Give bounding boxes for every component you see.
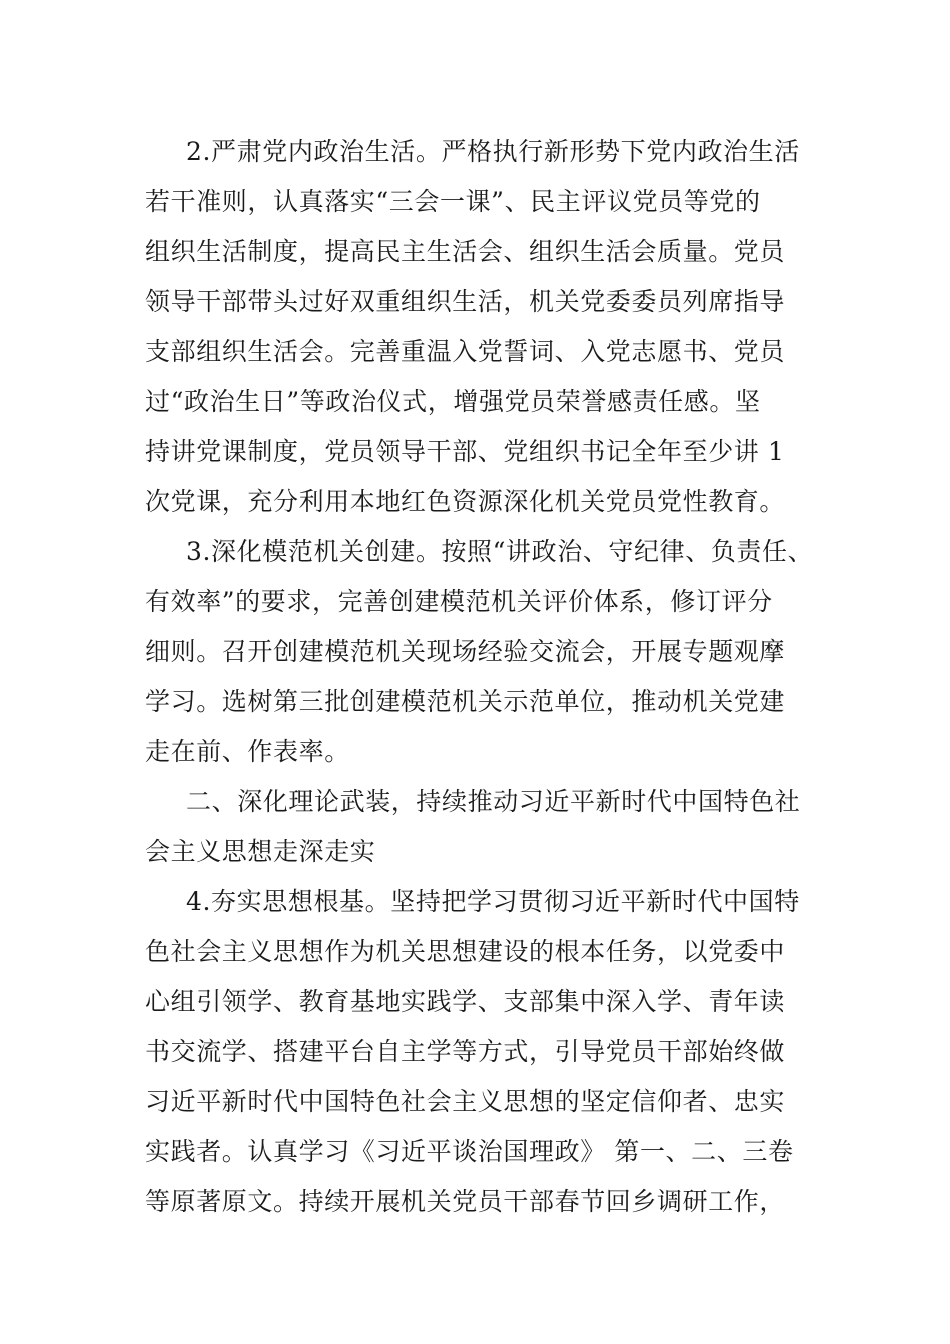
paragraph-4-line-7: 等原著原文。持续开展机关党员干部春节回乡调研工作， bbox=[145, 1187, 786, 1216]
paragraph-2-line-4: 领导干部带头过好双重组织生活，机关党委委员列席指导 bbox=[145, 287, 786, 316]
section-heading-line-1: 二、深化理论武装，持续推动习近平新时代中国特色社 bbox=[186, 787, 801, 816]
section-heading-line-2: 会主义思想走深走实 bbox=[145, 837, 376, 866]
paragraph-3-line-5: 走在前、作表率。 bbox=[145, 737, 350, 766]
paragraph-4-line-3: 心组引领学、教育基地实践学、支部集中深入学、青年读 bbox=[145, 987, 786, 1016]
paragraph-3-line-3: 细则。召开创建模范机关现场经验交流会，开展专题观摩 bbox=[145, 637, 786, 666]
paragraph-3-line-1: 3.深化模范机关创建。按照“讲政治、守纪律、负责任、 bbox=[186, 537, 814, 566]
paragraph-4-line-4: 书交流学、搭建平台自主学等方式，引导党员干部始终做 bbox=[145, 1037, 786, 1066]
paragraph-2-line-1: 2.严肃党内政治生活。严格执行新形势下党内政治生活 bbox=[186, 137, 800, 166]
paragraph-4-line-2: 色社会主义思想作为机关思想建设的根本任务，以党委中 bbox=[145, 937, 786, 966]
paragraph-2-line-2: 若干准则，认真落实“三会一课”、民主评议党员等党的 bbox=[145, 187, 761, 216]
paragraph-3-line-4: 学习。选树第三批创建模范机关示范单位，推动机关党建 bbox=[145, 687, 786, 716]
paragraph-3-line-2: 有效率”的要求，完善创建模范机关评价体系，修订评分 bbox=[145, 587, 773, 616]
paragraph-2-line-5: 支部组织生活会。完善重温入党誓词、入党志愿书、党员 bbox=[145, 337, 786, 366]
paragraph-2-line-7: 持讲党课制度，党员领导干部、党组织书记全年至少讲 1 bbox=[145, 437, 785, 466]
paragraph-4-line-5: 习近平新时代中国特色社会主义思想的坚定信仰者、忠实 bbox=[145, 1087, 786, 1116]
paragraph-2-line-3: 组织生活制度，提高民主生活会、组织生活会质量。党员 bbox=[145, 237, 786, 266]
paragraph-4-line-6: 实践者。认真学习《习近平谈治国理政》 第一、二、三卷 bbox=[145, 1137, 794, 1166]
paragraph-2-line-6: 过“政治生日”等政治仪式，增强党员荣誉感责任感。坚 bbox=[145, 387, 761, 416]
paragraph-4-line-1: 4.夯实思想根基。坚持把学习贯彻习近平新时代中国特 bbox=[186, 887, 800, 916]
paragraph-2-line-8: 次党课，充分利用本地红色资源深化机关党员党性教育。 bbox=[145, 487, 786, 516]
